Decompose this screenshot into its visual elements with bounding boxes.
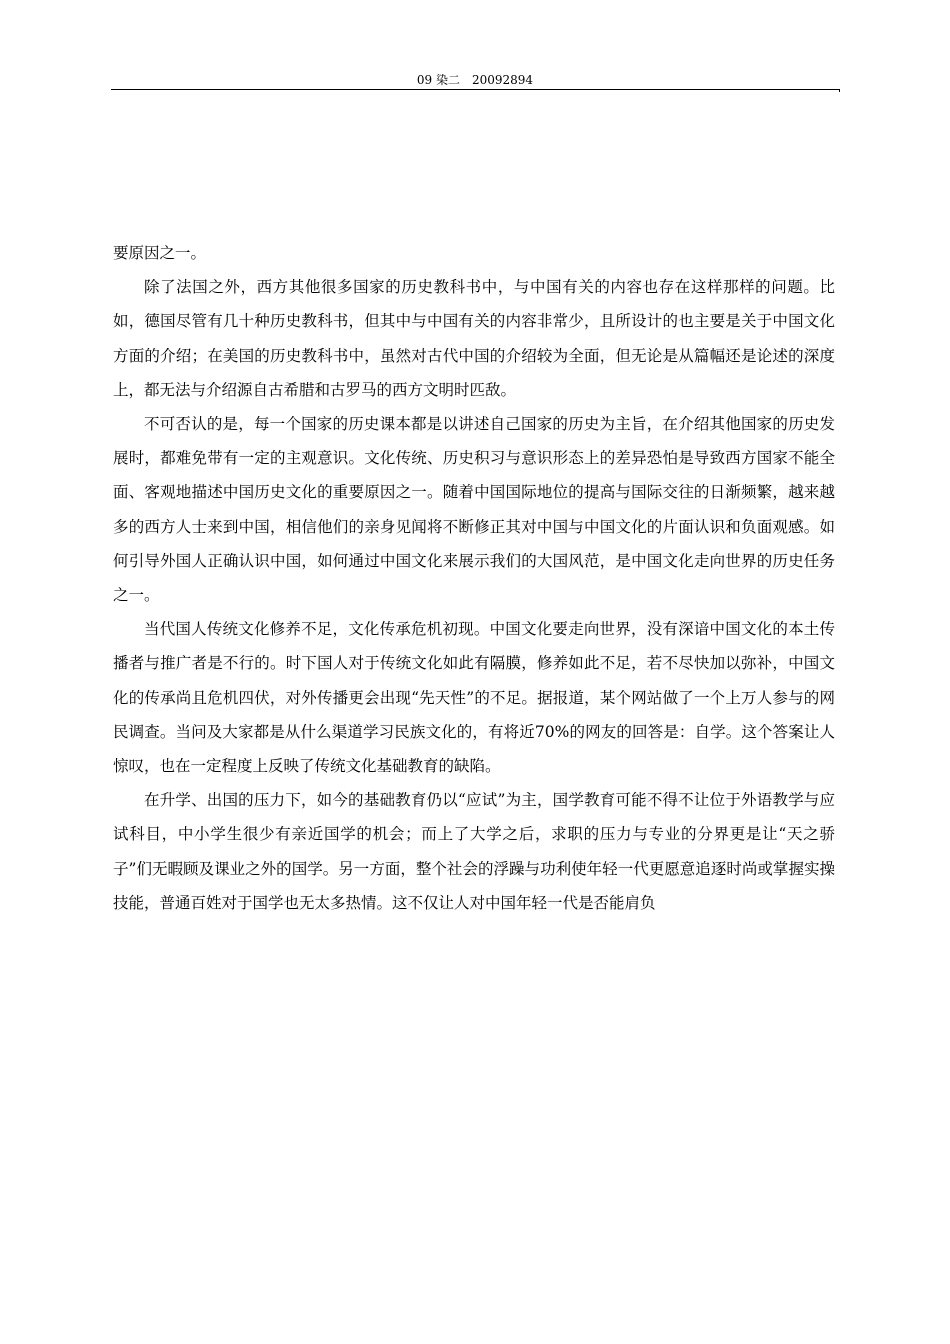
page-header: 09 染二 20092894	[416, 73, 534, 87]
paragraph-western-textbooks: 除了法国之外，西方其他很多国家的历史教科书中，与中国有关的内容也存在这样那样的问题。比如，德国尽管有几十种历史教科书，但其中与中国有关的内容非常少，且所设计的也主要是关于中国文化方面的介绍；在美国的历史教科书中，虽然对古代中国的介绍较为全面，但无论是从篇幅还是论述的深度上，都无法与介绍源自古希腊和古罗马的西方文明时匹敌。	[113, 278, 835, 399]
header-divider	[111, 89, 839, 90]
paragraph-cultural-cultivation: 当代国人传统文化修养不足，文化传承危机初现。中国文化要走向世界，没有深谙中国文化的本土传播者与推广者是不行的。时下国人对于传统文化如此有隔膜，修养如此不足，若不尽快加以弥补，中国文化的传承尚且危机四伏，对外传播更会出现“先天性”的不足。据报道，某个网站做了一个上万人参与的网民调查。当问及大家都是从什么渠道学习民族文化的，有将近70%的网友的回答是：自学。这个答案让人惊叹，也在一定程度上反映了传统文化基础教育的缺陷。	[113, 620, 835, 776]
paragraph-continuation: 要原因之一。	[113, 244, 207, 262]
document-body	[113, 236, 835, 920]
paragraph-education-pressure: 在升学、出国的压力下，如今的基础教育仍以“应试”为主，国学教育可能不得不让位于外语教学与应试科目，中小学生很少有亲近国学的机会；而上了大学之后，求职的压力与专业的分界更是让“天之骄子”们无暇顾及课业之外的国学。另一方面，整个社会的浮躁与功利使年轻一代更愿意追逐时尚或掌握实操技能，普通百姓对于国学也无太多热情。这不仅让人对中国年轻一代是否能肩负	[113, 791, 835, 912]
paragraph-national-perspective: 不可否认的是，每一个国家的历史课本都是以讲述自己国家的历史为主旨，在介绍其他国家的历史发展时，都难免带有一定的主观意识。文化传统、历史积习与意识形态上的差异恐怕是导致西方国家不能全面、客观地描述中国历史文化的重要原因之一。随着中国国际地位的提高与国际交往的日渐频繁，越来越多的西方人士来到中国，相信他们的亲身见闻将不断修正其对中国与中国文化的片面认识和负面观感。如何引导外国人正确认识中国，如何通过中国文化来展示我们的大国风范，是中国文化走向世界的历史任务之一。	[113, 415, 835, 605]
